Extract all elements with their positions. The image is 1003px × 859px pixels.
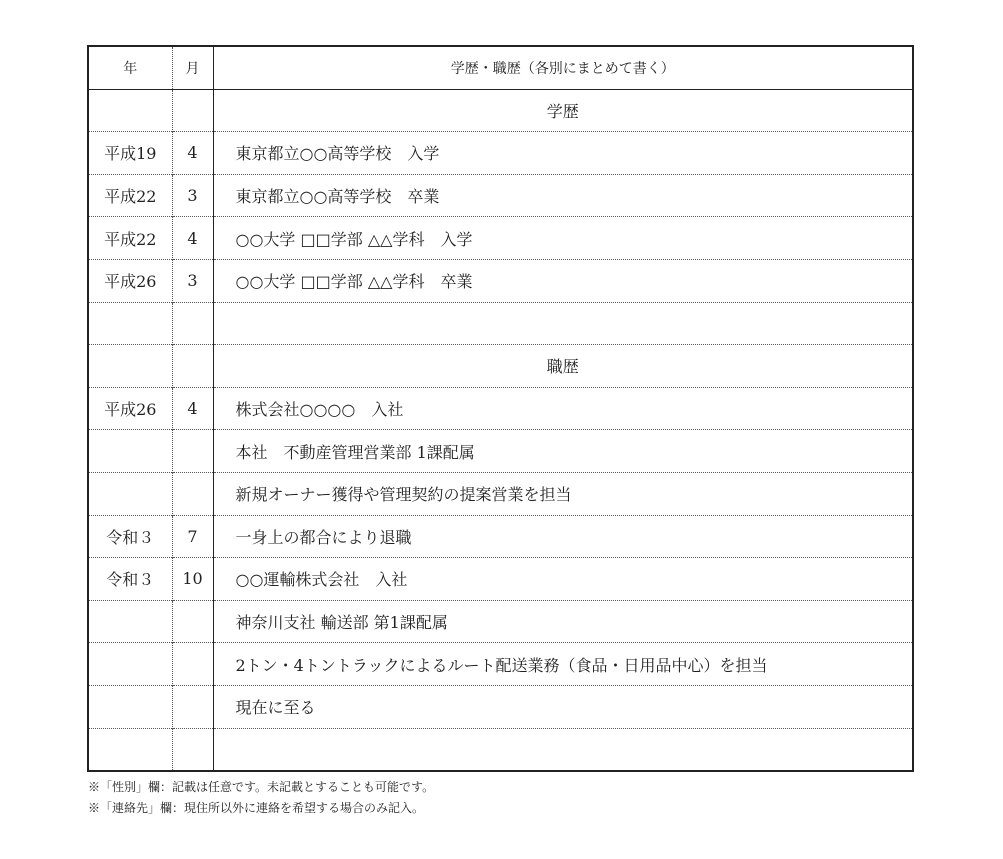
row-month: 4 — [172, 387, 213, 430]
table-row — [88, 387, 913, 430]
row-month — [172, 600, 213, 643]
row-description: ○○大学 □□学部 △△学科 卒業 — [213, 259, 913, 302]
row-year — [88, 472, 172, 515]
row-month — [172, 89, 213, 132]
header-month: 月 — [172, 46, 213, 89]
table-row — [88, 728, 913, 771]
row-month — [172, 345, 213, 388]
row-description: 株式会社○○○○ 入社 — [213, 387, 913, 430]
row-year — [88, 430, 172, 473]
history-table-body — [88, 46, 913, 771]
row-year: 令和３ — [88, 515, 172, 558]
row-description: ○○大学 □□学部 △△学科 入学 — [213, 217, 913, 260]
footnote: ※「性別」欄：記載は任意です。未記載とすることも可能です。 — [88, 780, 435, 794]
history-table — [87, 45, 914, 772]
row-description: ○○運輸株式会社 入社 — [213, 558, 913, 601]
row-year: 平成22 — [88, 174, 172, 217]
footnotes — [88, 777, 434, 819]
row-description: 現在に至る — [213, 685, 913, 728]
row-year: 令和３ — [88, 558, 172, 601]
row-month — [172, 430, 213, 473]
row-year: 平成22 — [88, 217, 172, 260]
row-description: 本社 不動産管理営業部 1課配属 — [213, 430, 913, 473]
row-year — [88, 600, 172, 643]
table-row — [88, 643, 913, 686]
table-row — [88, 217, 913, 260]
table-row — [88, 558, 913, 601]
table-row — [88, 174, 913, 217]
row-month: 4 — [172, 217, 213, 260]
row-description — [213, 728, 913, 771]
row-month — [172, 685, 213, 728]
row-month — [172, 643, 213, 686]
section-heading: 職歴 — [213, 345, 913, 388]
table-row — [88, 685, 913, 728]
table-row — [88, 89, 913, 132]
table-row — [88, 345, 913, 388]
row-description: 一身上の都合により退職 — [213, 515, 913, 558]
row-year — [88, 643, 172, 686]
header-description: 学歴・職歴（各別にまとめて書く） — [213, 46, 913, 89]
row-month — [172, 472, 213, 515]
footnote: ※「連絡先」欄：現住所以外に連絡を希望する場合のみ記入。 — [88, 801, 425, 815]
table-row — [88, 515, 913, 558]
row-description: 東京都立○○高等学校 卒業 — [213, 174, 913, 217]
table-row — [88, 132, 913, 175]
table-row — [88, 600, 913, 643]
row-description: 2トン・4トントラックによるルート配送業務（食品・日用品中心）を担当 — [213, 643, 913, 686]
row-year — [88, 302, 172, 345]
section-heading: 学歴 — [546, 101, 579, 121]
row-description: 神奈川支社 輸送部 第1課配属 — [213, 600, 913, 643]
header-year: 年 — [88, 46, 172, 89]
row-year: 平成26 — [88, 259, 172, 302]
table-header-row — [88, 46, 913, 89]
row-year — [88, 728, 172, 771]
row-month — [172, 302, 213, 345]
row-year — [88, 345, 172, 388]
table-row — [88, 430, 913, 473]
row-description: 東京都立○○高等学校 入学 — [213, 132, 913, 175]
row-month: 10 — [172, 558, 213, 601]
row-year: 平成26 — [88, 387, 172, 430]
row-month: 7 — [172, 515, 213, 558]
row-month: 3 — [172, 174, 213, 217]
table-row — [88, 259, 913, 302]
row-description: 新規オーナー獲得や管理契約の提案営業を担当 — [213, 472, 913, 515]
table-row — [88, 302, 913, 345]
row-month — [172, 728, 213, 771]
row-month: 4 — [172, 132, 213, 175]
row-year — [88, 89, 172, 132]
row-year: 平成19 — [88, 132, 172, 175]
row-description — [213, 302, 913, 345]
table-row — [88, 472, 913, 515]
row-month: 3 — [172, 259, 213, 302]
row-year — [88, 685, 172, 728]
